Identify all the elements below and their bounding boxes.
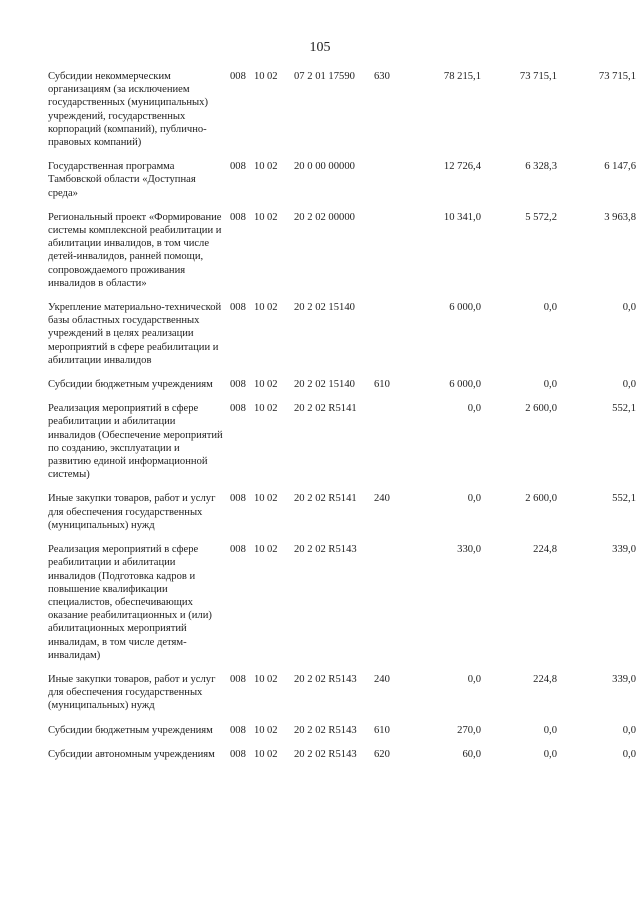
- expense-type-code: 240: [374, 673, 390, 685]
- section-code: 10: [254, 211, 265, 223]
- ministry-code: 008: [230, 403, 246, 415]
- section-code: 10: [254, 748, 265, 760]
- amount-year-1: 0,0: [467, 493, 481, 505]
- ministry-code: 008: [230, 379, 246, 391]
- target-article-code: 20 2 02 15140: [294, 379, 355, 391]
- subsection-code: 02: [267, 748, 278, 760]
- amount-year-1: 6 000,0: [449, 302, 481, 314]
- subsection-code: 02: [267, 673, 278, 685]
- amount-year-3: 0,0: [622, 302, 636, 314]
- section-code: 10: [254, 379, 265, 391]
- expense-type-code: [374, 402, 404, 492]
- amount-year-2: 2 600,0: [525, 403, 557, 415]
- amount-year-1: 60,0: [462, 748, 481, 760]
- item-name: Укрепление материально-технической базы областных государственных учреждений в целях реализации мероприятий в сфере реабилитации и абилитации инвалидов: [48, 302, 222, 366]
- expense-type-code: [374, 301, 404, 378]
- amount-year-1: 270,0: [457, 724, 481, 736]
- section-code: 10: [254, 403, 265, 415]
- item-name: Иные закупки товаров, работ и услуг для обеспечения государственных (муниципальных) нужд: [48, 493, 216, 531]
- table-row: [48, 724, 636, 748]
- item-name: Субсидии бюджетным учреждениям: [48, 724, 213, 736]
- amount-year-3: 73 715,1: [598, 71, 636, 82]
- amount-year-2: 5 572,2: [525, 211, 557, 223]
- amount-year-3: 0,0: [622, 379, 636, 391]
- ministry-code: 008: [230, 724, 246, 736]
- section-code: 10: [254, 161, 265, 173]
- amount-year-1: 10 341,0: [443, 211, 481, 223]
- expense-type-code: 610: [374, 724, 390, 736]
- table-row: [48, 301, 636, 378]
- amount-year-3: 3 963,8: [604, 211, 636, 223]
- table-row: [48, 160, 636, 211]
- amount-year-3: 6 147,6: [604, 161, 636, 173]
- subsection-code: 02: [267, 161, 278, 173]
- expense-type-code: 620: [374, 748, 390, 760]
- section-code: 10: [254, 544, 265, 556]
- target-article-code: 20 2 02 R5143: [294, 673, 357, 685]
- ministry-code: 008: [230, 493, 246, 505]
- item-name: Субсидии некоммерческим организациям (за исключением государственных (муниципальных) учреждений, государственных корпораций (компаний), публично-правовых компаний): [48, 71, 208, 149]
- amount-year-2: 0,0: [543, 724, 557, 736]
- table-row: [48, 673, 636, 724]
- item-name: Региональный проект «Формирование системы комплексной реабилитации и абилитации инвалидов, в том числе детей-инвалидов, ранней помощи, сопровождаемого проживания инвалидов в области»: [48, 211, 222, 289]
- target-article-code: 20 2 02 R5143: [294, 724, 357, 736]
- ministry-code: 008: [230, 161, 246, 173]
- amount-year-3: 339,0: [612, 673, 636, 685]
- table-row: [48, 70, 636, 160]
- target-article-code: 20 2 02 15140: [294, 302, 355, 314]
- table-row: [48, 211, 636, 301]
- amount-year-2: 0,0: [543, 302, 557, 314]
- subsection-code: 02: [267, 211, 278, 223]
- amount-year-1: 330,0: [457, 544, 481, 556]
- amount-year-2: 224,8: [533, 544, 557, 556]
- ministry-code: 008: [230, 673, 246, 685]
- item-name: Субсидии бюджетным учреждениям: [48, 379, 213, 391]
- ministry-code: 008: [230, 748, 246, 760]
- subsection-code: 02: [267, 724, 278, 736]
- item-name: Государственная программа Тамбовской области «Доступная среда»: [48, 161, 196, 199]
- amount-year-1: 12 726,4: [443, 161, 481, 173]
- table-row: [48, 748, 636, 772]
- amount-year-2: 224,8: [533, 673, 557, 685]
- amount-year-2: 0,0: [543, 748, 557, 760]
- ministry-code: 008: [230, 302, 246, 314]
- amount-year-2: 6 328,3: [525, 161, 557, 173]
- target-article-code: 20 0 00 00000: [294, 161, 355, 173]
- subsection-code: 02: [267, 493, 278, 505]
- table-row: [48, 543, 636, 673]
- target-article-code: 20 2 02 R5143: [294, 748, 357, 760]
- ministry-code: 008: [230, 211, 246, 223]
- target-article-code: 20 2 02 R5141: [294, 493, 357, 505]
- section-code: 10: [254, 673, 265, 685]
- ministry-code: 008: [230, 71, 246, 82]
- amount-year-2: 0,0: [543, 379, 557, 391]
- amount-year-1: 6 000,0: [449, 379, 481, 391]
- amount-year-3: 0,0: [622, 724, 636, 736]
- expense-type-code: 240: [374, 493, 390, 505]
- target-article-code: 20 2 02 00000: [294, 211, 355, 223]
- budget-table: [48, 70, 636, 772]
- expense-type-code: [374, 543, 404, 673]
- subsection-code: 02: [267, 379, 278, 391]
- section-code: 10: [254, 71, 265, 82]
- table-row: [48, 492, 636, 543]
- item-name: Иные закупки товаров, работ и услуг для обеспечения государственных (муниципальных) нужд: [48, 673, 216, 712]
- amount-year-1: 0,0: [467, 403, 481, 415]
- expense-type-code: 610: [374, 379, 390, 391]
- target-article-code: 20 2 02 R5141: [294, 403, 357, 415]
- expense-type-code: [374, 160, 404, 211]
- amount-year-1: 0,0: [467, 673, 481, 685]
- subsection-code: 02: [267, 403, 278, 415]
- table-row: [48, 378, 636, 402]
- item-name: Реализация мероприятий в сфере реабилитации и абилитации инвалидов (Обеспечение мероприятий по созданию, эксплуатации и развитию единой информационной системы): [48, 403, 223, 481]
- expense-type-code: 630: [374, 71, 390, 82]
- item-name: Реализация мероприятий в сфере реабилитации и абилитации инвалидов (Подготовка кадров и повышение квалификации специалистов, обеспечивающих оказание реабилитационных и (или) абилитационных мероприятий инвалидам, в том числе детям-инвалидам): [48, 544, 212, 661]
- target-article-code: 20 2 02 R5143: [294, 544, 357, 556]
- amount-year-2: 2 600,0: [525, 493, 557, 505]
- page-number: 105: [309, 40, 331, 55]
- subsection-code: 02: [267, 71, 278, 82]
- expense-type-code: [374, 211, 404, 301]
- section-code: 10: [254, 493, 265, 505]
- target-article-code: 07 2 01 17590: [294, 71, 355, 82]
- amount-year-1: 78 215,1: [443, 71, 481, 82]
- section-code: 10: [254, 724, 265, 736]
- amount-year-3: 552,1: [612, 493, 636, 505]
- ministry-code: 008: [230, 544, 246, 556]
- amount-year-2: 73 715,1: [519, 71, 557, 82]
- item-name: Субсидии автономным учреждениям: [48, 748, 215, 760]
- subsection-code: 02: [267, 544, 278, 556]
- subsection-code: 02: [267, 302, 278, 314]
- amount-year-3: 339,0: [612, 544, 636, 556]
- table-row: [48, 402, 636, 492]
- section-code: 10: [254, 302, 265, 314]
- amount-year-3: 0,0: [622, 748, 636, 760]
- amount-year-3: 552,1: [612, 403, 636, 415]
